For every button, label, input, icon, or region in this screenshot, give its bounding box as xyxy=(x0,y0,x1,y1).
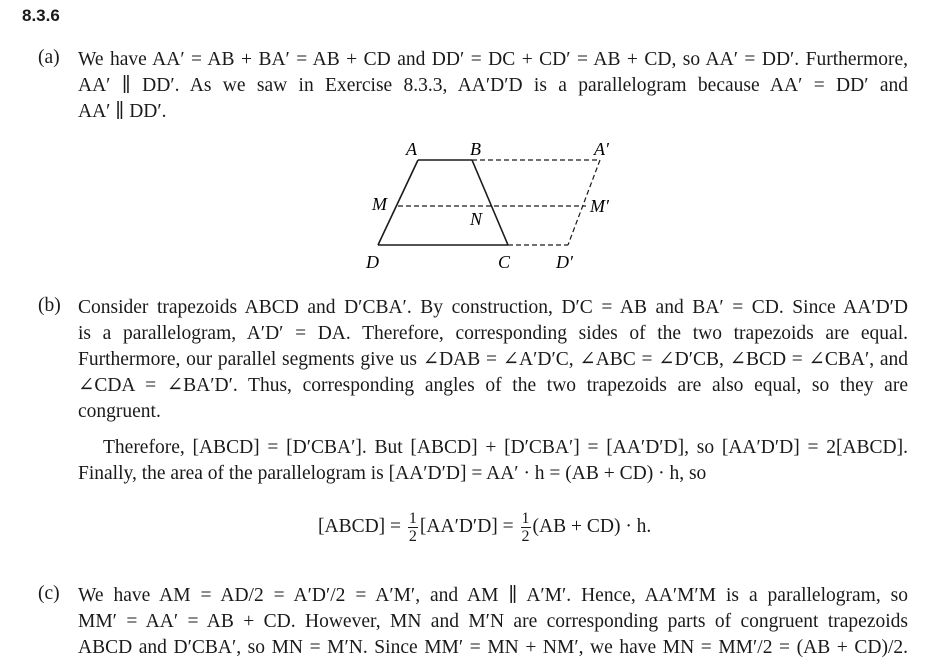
fraction-one-half: $\frac{1}{2}$ xyxy=(408,510,417,545)
label-d-prime: D′ xyxy=(556,252,573,272)
label-d: D xyxy=(366,252,379,272)
part-a-line-1: We have AA′ = AB + BA′ = AB + CD and DD′ = DC + CD′ = AB + CD, so AA′ = DD′. Furthermore, xyxy=(78,49,908,70)
part-b-line-1: Consider trapezoids ABCD and D′CBA′. By construction, D′C = AB and BA′ = CD. Since AA′D′D xyxy=(78,297,908,318)
part-b-line-2: is a parallelogram, A′D′ = DA. Therefore, corresponding sides of the two trapezoids are equal. xyxy=(78,323,908,344)
label-m-prime: M′ xyxy=(590,196,609,216)
part-c-label: (c) xyxy=(38,583,60,604)
equation-rhs: (AB + CD) · h. xyxy=(532,515,652,537)
trapezoid-parallelogram-figure xyxy=(350,138,640,278)
part-c-line-3: ABCD and D′CBA′, so MN = M′N. Since MM′ = MN + NM′, we have MN = MM′/2 = (AB + CD)/2. xyxy=(78,637,908,658)
part-a-label: (a) xyxy=(38,47,60,68)
label-b: B xyxy=(470,139,481,159)
part-b-line-3: Furthermore, our parallel segments give us ∠DAB = ∠A′D′C, ∠ABC = ∠D′CB, ∠BCD = ∠CBA′, and xyxy=(78,349,908,370)
exercise-number: 8.3.6 xyxy=(22,6,60,25)
label-c: C xyxy=(498,252,511,272)
label-a: A xyxy=(406,139,417,159)
label-m: M xyxy=(372,194,387,214)
part-b-label: (b) xyxy=(38,295,61,316)
part-b-para2-line-2: Finally, the area of the parallelogram is [AA′D′D] = AA′ · h = (AB + CD) · h, so xyxy=(78,463,707,484)
part-c-line-1: We have AM = AD/2 = A′D′/2 = A′M′, and AM ∥ A′M′. Hence, AA′M′M is a parallelogram, so xyxy=(78,585,908,606)
equation-mid: [AA′D′D] = xyxy=(419,515,514,537)
label-a-prime: A′ xyxy=(594,139,609,159)
part-a-line-3: AA′ ∥ DD′. xyxy=(78,101,167,122)
segment-bc xyxy=(472,160,508,245)
part-b-line-5: congruent. xyxy=(78,401,161,422)
part-c-line-2: MM′ = AA′ = AB + CD. However, MN and M′N are corresponding parts of congruent trapezoids xyxy=(78,611,908,632)
label-n: N xyxy=(470,209,483,229)
equation-lhs: [ABCD] = xyxy=(318,515,402,537)
area-equation xyxy=(318,510,651,545)
part-a-line-2: AA′ ∥ DD′. As we saw in Exercise 8.3.3, AA′D′D is a parallelogram because AA′ = DD′ and xyxy=(78,75,908,96)
part-b-para2-line-1: Therefore, [ABCD] = [D′CBA′]. But [ABCD] + [D′CBA′] = [AA′D′D], so [AA′D′D] = 2[ABCD]. xyxy=(103,437,908,458)
part-b-line-4: ∠CDA = ∠BA′D′. Thus, corresponding angles of the two trapezoids are also equal, so they are xyxy=(78,375,908,396)
fraction-one-half-2: $\frac{1}{2}$ xyxy=(521,510,530,545)
